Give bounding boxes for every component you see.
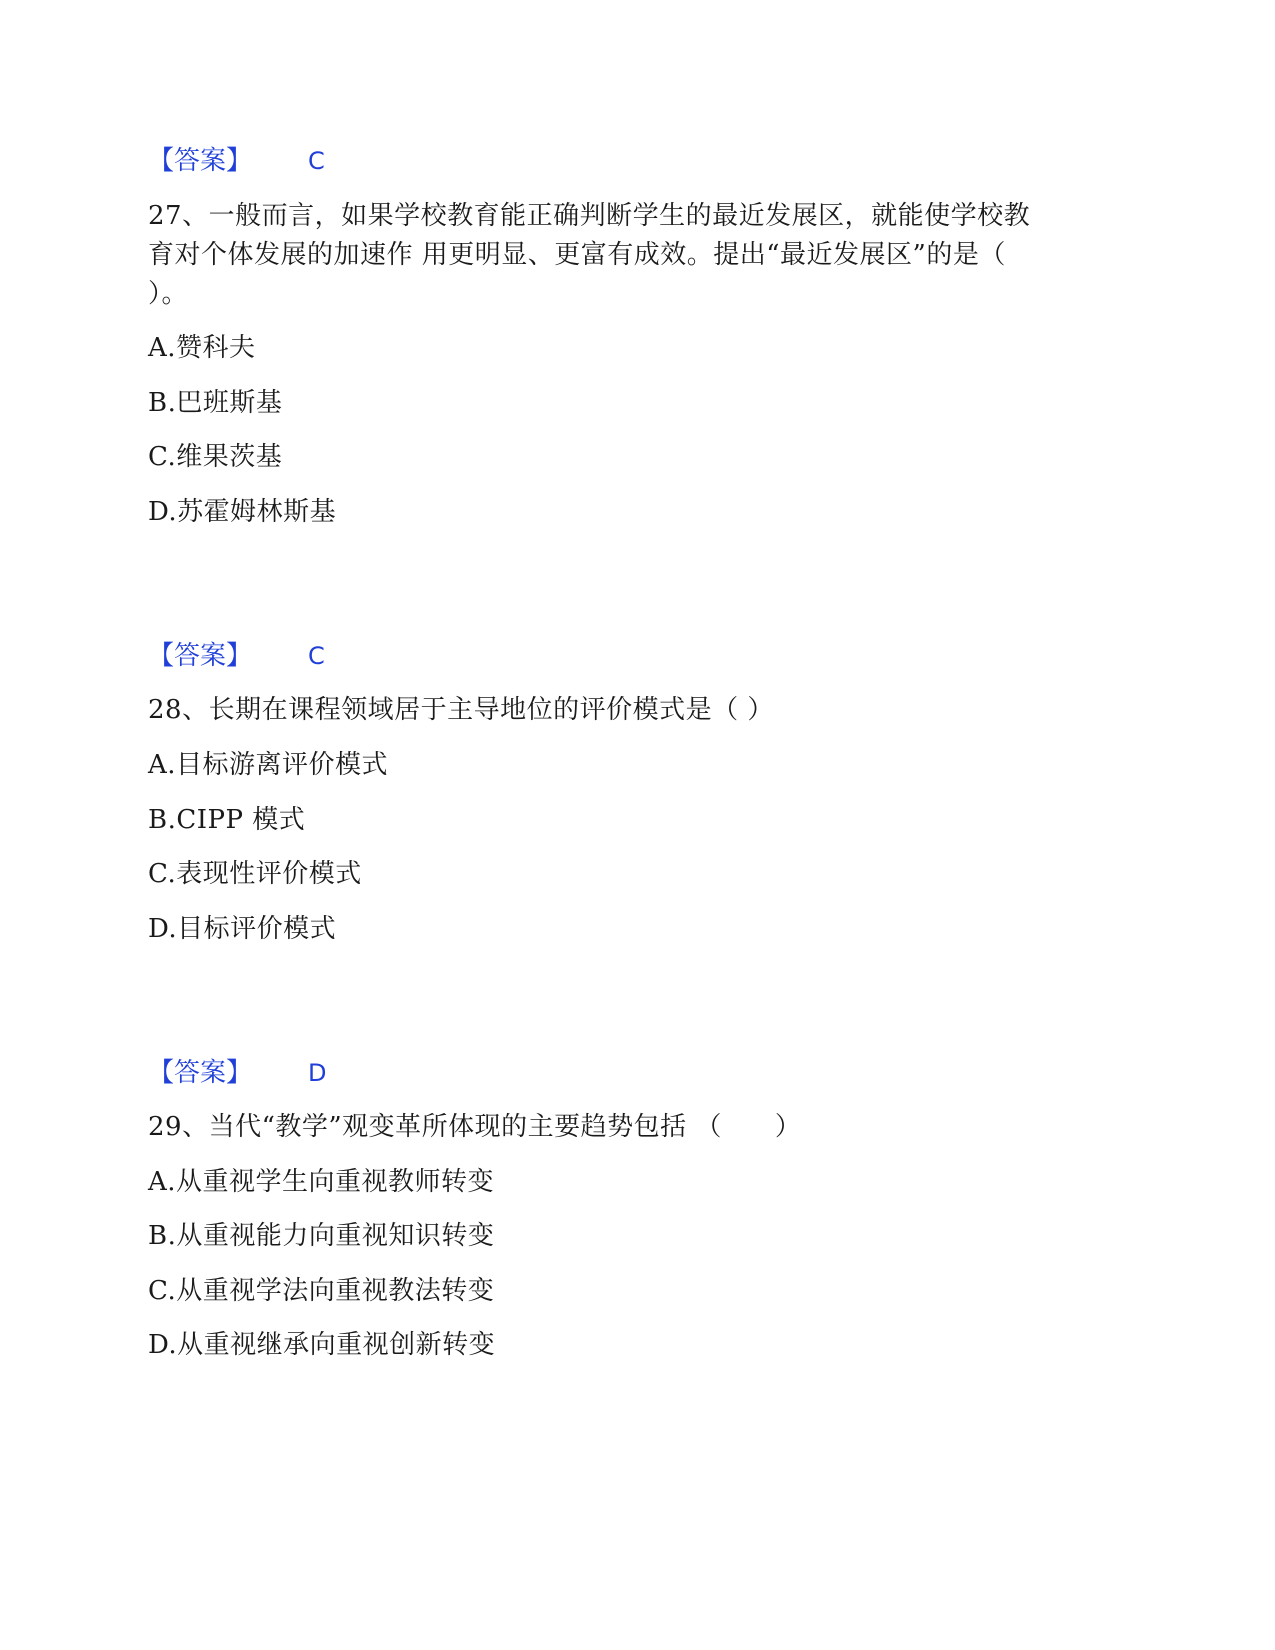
option-c: C.表现性评价模式 [148,859,362,889]
answer-line [148,636,548,676]
answer-line [148,141,548,181]
option-a: A.目标游离评价模式 [148,750,389,780]
option-d: D.苏霍姆林斯基 [148,497,337,527]
answer-label: 【答案】 [148,146,253,176]
answer-value: C [308,147,325,175]
option-a: A.从重视学生向重视教师转变 [148,1167,495,1197]
question-27-line-1: 27、一般而言，如果学校教育能正确判断学生的最近发展区，就能使学校教 [148,201,1031,231]
answer-value: C [308,642,325,670]
answer-value: D [308,1059,327,1087]
question-27-line-3: ）。 [148,279,189,309]
option-c: C.维果茨基 [148,442,283,472]
option-d: D.从重视继承向重视创新转变 [148,1330,496,1360]
answer-label: 【答案】 [148,641,253,671]
answer-label: 【答案】 [148,1058,253,1088]
option-c: C.从重视学法向重视教法转变 [148,1276,495,1306]
answer-line [148,1053,548,1093]
question-27-line-2: 育对个体发展的加速作 用更明显、更富有成效。提出“最近发展区”的是（ [148,240,1006,270]
option-b: B.从重视能力向重视知识转变 [148,1221,495,1251]
option-d: D.目标评价模式 [148,914,337,944]
option-b: B.CIPP 模式 [148,805,306,835]
option-a: A.赞科夫 [148,333,256,363]
option-b: B.巴班斯基 [148,388,283,418]
question-29-line-1: 29、当代“教学”观变革所体现的主要趋势包括 （ ） [148,1112,802,1142]
question-28-line-1: 28、长期在课程领域居于主导地位的评价模式是（ ） [148,695,774,725]
